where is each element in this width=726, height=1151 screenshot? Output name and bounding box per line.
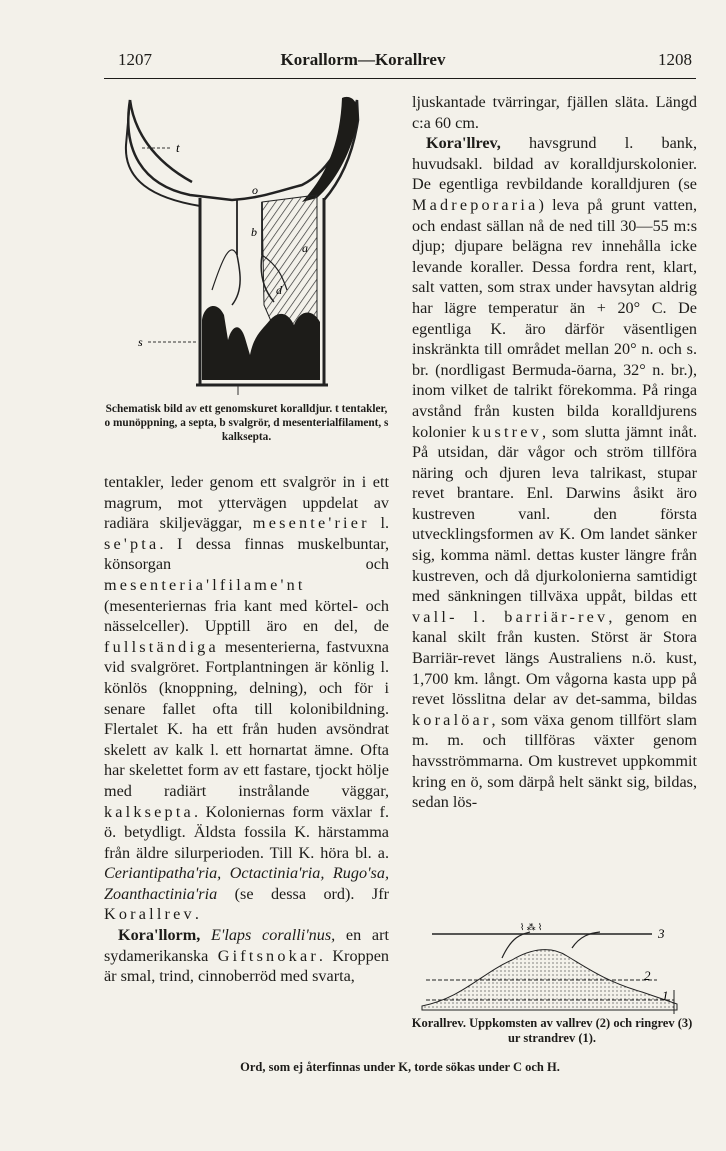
- left-column: [104, 472, 389, 987]
- page-footer-note: Ord, som ej återfinnas under K, torde sökas under C och H.: [240, 1060, 560, 1074]
- label-o: o: [252, 183, 258, 197]
- svg-text:⌇ ⁂ ⌇: ⌇ ⁂ ⌇: [520, 922, 543, 932]
- label-1: 1: [662, 988, 669, 1003]
- korallorm-continuation: ljuskantade tvärringar, fjällen släta. Längd c:a 60 cm.: [412, 93, 697, 132]
- coral-polyp-illustration: [112, 90, 367, 400]
- label-a: a: [302, 241, 308, 255]
- figure1-caption: Schematisk bild av ett genomskuret koralldjur. t tentakler, o munöppning, a septa, b svalgrör, d mesenterialfilament, s kalksepta.: [104, 403, 389, 443]
- header-rule: [104, 78, 696, 79]
- korallrev-entry: Kora'llrev, havsgrund l. bank, huvudsakl. bildad av koralldjurskolonier. De egentliga revbildande koralldjuren (se Madreporaria) leva på grunt vatten, och endast sällan nå de ned till 30—55 m:s djup; djupare belägna rev innehålla icke levande koraller. Dessa fordra rent, klart, salt vatten, som strax under havsytan aldrig har lägre temperatur än + 20° C. De egentliga K. äro därför väsentligen inskränkta till området mellan 20° n. och s. br. (nordligast Bermuda-öarna, 32° n. br.), inom vilket de talrikt förekomma. På ringa avstånd från kusten bilda koralldjurens kolonier kustrev, som slutta jämnt inåt. På utsidan, där vågor och ström tillföra näring och djuren leva talrikast, stupar revet brantare. Enl. Darwins åsikt äro kustreven vanl. den första utvecklingsformen av K. Om landet sänker sig, komma näml. dettas kuster längre från kustreven, och då djurkolonierna samtidigt med sänkningen tillväxa uppåt, bildas ett vall- l. barriär-rev, genom en kanal skilt från kusten. Störst är Stora Barriär-revet längs Australiens n.ö. kust, 1,700 km. långt. Om vågorna kasta upp på revet lösslitna delar av det-samma, bildas koralöar, som växa genom tillfört slam m. m. och tillföras växter genom havsströmmarna. Om kustrevet uppkommit kring en ö, som därpå helt sänkt sig, bildas, sedan lös-: [412, 134, 697, 812]
- label-b: b: [251, 225, 257, 239]
- korallerdjur-paragraph: tentakler, leder genom ett svalgrör in i ett magrum, mot yttervägen uppdelat av radiära skiljeväggar, mesente'rier l. se'pta. I dessa finnas muskelbuntar, könsorgan och mesenteria'lfilame'nt (mesenteriernas fria kant med körtel- och nässelceller). Upptill äro en del, de fullständiga mesenterierna, fastvuxna vid svalgröret. Fortplantningen är könlig l. könlös (knoppning, delning), och för i senare fallet ofta till kolonibildning. Flertalet K. ha ett från huden avsöndrat skelett av kalk l. ett hornartat ämne. Ofta har skelettet form av ett fastare, tjockt hölje med radiärt instrålande väggar, kalksepta. Koloniernas form växlar f. ö. betydligt. Äldsta fossila K. härstamma från äldre silurperioden. Till K. höra bl. a. Ceriantipatha'ria, Octactinia'ria, Rugo'sa, Zoanthactinia'ria (se dessa ord). Jfr Korallrev.: [104, 473, 390, 924]
- page-number-left: 1207: [118, 50, 152, 69]
- figure2-caption: Korallrev. Uppkomsten av vallrev (2) och ringrev (3) ur strandrev (1).: [411, 1016, 693, 1045]
- label-d: d: [276, 283, 282, 297]
- label-2: 2: [644, 968, 651, 983]
- right-column: [412, 92, 697, 813]
- label-t: t: [176, 140, 180, 155]
- label-3: 3: [658, 926, 665, 941]
- reef-cross-section-illustration: [412, 918, 702, 1018]
- page-header: [0, 50, 726, 72]
- label-s: s: [138, 335, 143, 349]
- page-number-right: 1208: [658, 50, 692, 69]
- running-title: Korallorm—Korallrev: [280, 50, 446, 69]
- korallorm-entry: Kora'llorm, E'laps coralli'nus, en art sydamerikanska Giftsnokar. Kroppen är smal, trind, cinnoberröd med svarta,: [104, 926, 389, 986]
